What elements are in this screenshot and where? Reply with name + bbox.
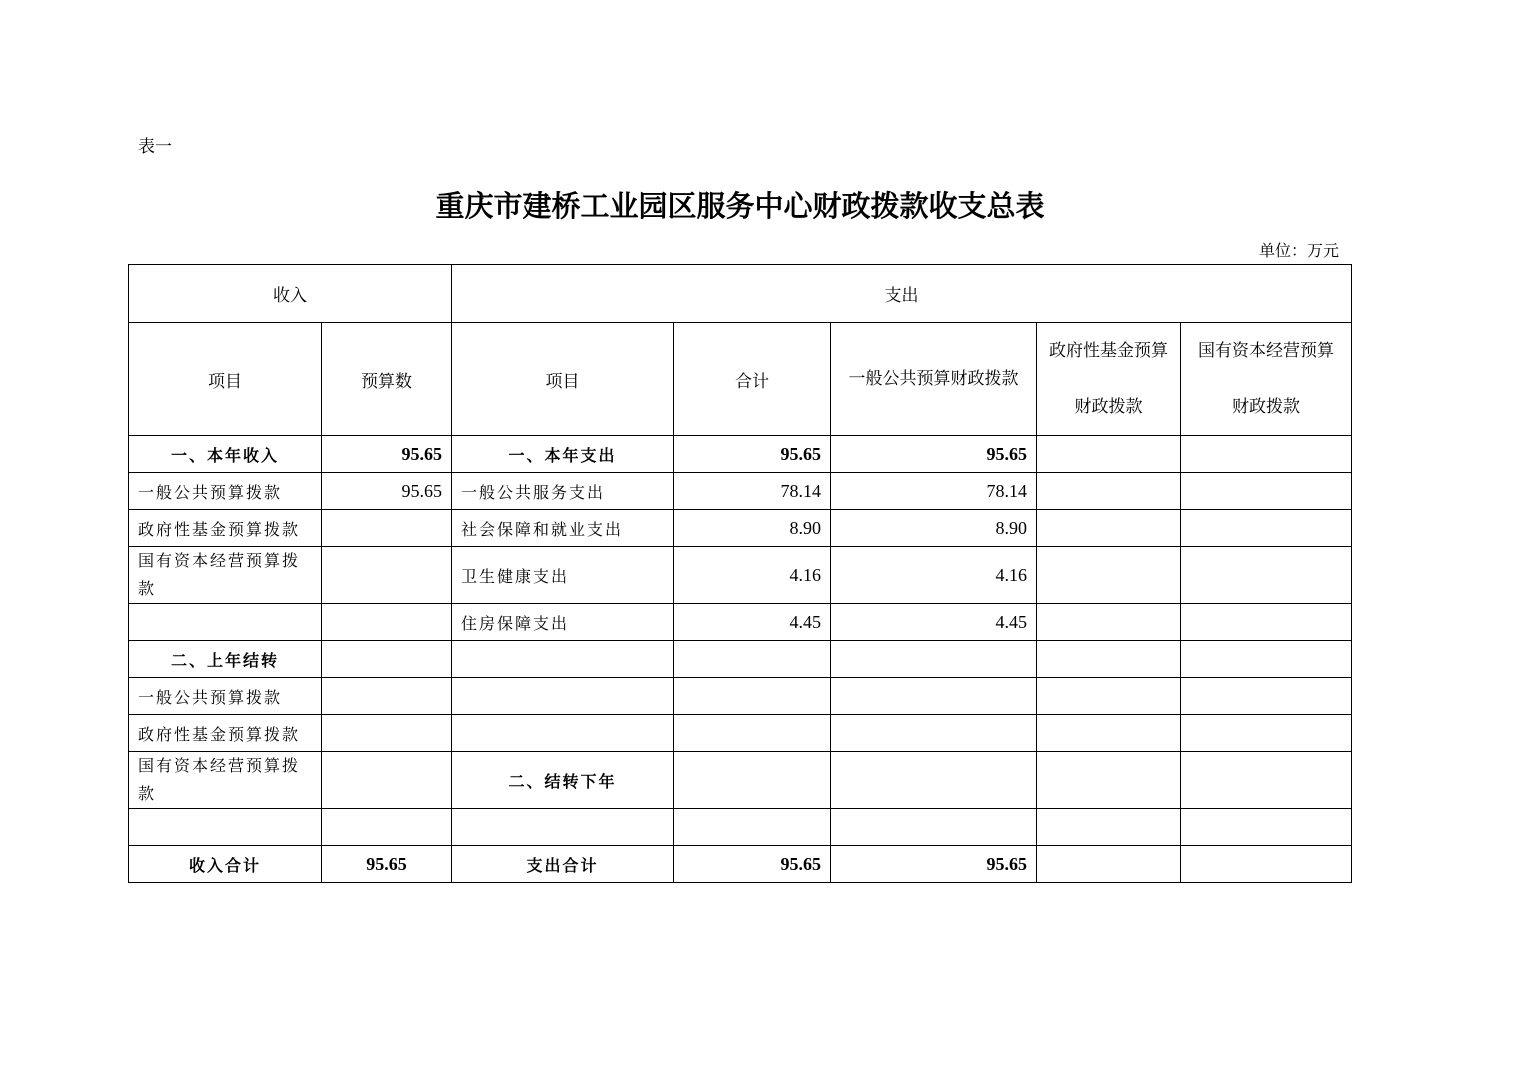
expense-item-cell: 一、本年支出 xyxy=(452,436,674,473)
total-cell: 78.14 xyxy=(674,473,831,510)
expense-item-cell: 住房保障支出 xyxy=(452,604,674,641)
total-cell: 4.45 xyxy=(674,604,831,641)
general-cell xyxy=(831,809,1037,846)
income-value-cell xyxy=(322,547,452,604)
state-capital-cell xyxy=(1181,604,1352,641)
gov-fund-cell xyxy=(1037,604,1181,641)
general-cell xyxy=(831,641,1037,678)
income-item-cell: 二、上年结转 xyxy=(129,641,322,678)
total-cell xyxy=(674,809,831,846)
col-gov-fund: 政府性基金预算财政拨款 xyxy=(1037,323,1181,436)
income-item-cell: 国有资本经营预算拨款 xyxy=(129,752,322,809)
gov-fund-cell xyxy=(1037,752,1181,809)
gov-fund-cell xyxy=(1037,473,1181,510)
table-row xyxy=(129,809,1352,846)
general-cell xyxy=(831,678,1037,715)
income-value-cell: 95.65 xyxy=(322,473,452,510)
col-total: 合计 xyxy=(674,323,831,436)
table-row xyxy=(129,678,1352,715)
income-item-cell xyxy=(129,809,322,846)
gov-fund-cell xyxy=(1037,846,1181,883)
income-item-cell: 一、本年收入 xyxy=(129,436,322,473)
gov-fund-cell xyxy=(1037,547,1181,604)
income-item-cell: 国有资本经营预算拨款 xyxy=(129,547,322,604)
state-capital-cell xyxy=(1181,846,1352,883)
gov-fund-cell xyxy=(1037,436,1181,473)
gov-fund-cell xyxy=(1037,510,1181,547)
income-value-cell xyxy=(322,715,452,752)
income-value-cell xyxy=(322,641,452,678)
income-total-label: 收入合计 xyxy=(129,846,322,883)
income-item-cell: 一般公共预算拨款 xyxy=(129,678,322,715)
state-capital-cell xyxy=(1181,547,1352,604)
state-capital-cell xyxy=(1181,678,1352,715)
income-value-cell xyxy=(322,604,452,641)
expense-item-cell: 社会保障和就业支出 xyxy=(452,510,674,547)
expense-item-cell: 一般公共服务支出 xyxy=(452,473,674,510)
total-cell xyxy=(674,715,831,752)
state-capital-cell xyxy=(1181,473,1352,510)
income-value-cell xyxy=(322,678,452,715)
expense-total-label: 支出合计 xyxy=(452,846,674,883)
gov-fund-cell xyxy=(1037,809,1181,846)
income-value-cell xyxy=(322,510,452,547)
general-cell: 8.90 xyxy=(831,510,1037,547)
state-capital-cell xyxy=(1181,715,1352,752)
totals-row xyxy=(129,846,1352,883)
expense-item-cell xyxy=(452,641,674,678)
state-capital-cell xyxy=(1181,436,1352,473)
expense-item-cell xyxy=(452,809,674,846)
unit-label: 单位：万元 xyxy=(1258,241,1339,260)
col-general-public: 一般公共预算财政拨款 xyxy=(831,323,1037,436)
gov-fund-cell xyxy=(1037,641,1181,678)
income-total-value: 95.65 xyxy=(322,846,452,883)
table-row xyxy=(129,641,1352,678)
expense-item-cell xyxy=(452,715,674,752)
total-cell: 4.16 xyxy=(674,547,831,604)
total-cell: 95.65 xyxy=(674,436,831,473)
expense-header: 支出 xyxy=(452,265,1352,323)
income-value-cell: 95.65 xyxy=(322,436,452,473)
total-cell xyxy=(674,678,831,715)
state-capital-cell xyxy=(1181,752,1352,809)
general-cell: 4.16 xyxy=(831,547,1037,604)
income-item-cell: 政府性基金预算拨款 xyxy=(129,510,322,547)
table-row xyxy=(129,510,1352,547)
total-cell: 95.65 xyxy=(674,846,831,883)
income-value-cell xyxy=(322,752,452,809)
income-value-cell xyxy=(322,809,452,846)
state-capital-cell xyxy=(1181,809,1352,846)
page-title: 重庆市建桥工业园区服务中心财政拨款收支总表 xyxy=(435,189,1045,223)
table-label: 表一 xyxy=(138,137,172,157)
table-row xyxy=(129,752,1352,809)
general-cell: 95.65 xyxy=(831,846,1037,883)
state-capital-cell xyxy=(1181,641,1352,678)
table-row xyxy=(129,473,1352,510)
expense-item-cell: 二、结转下年 xyxy=(452,752,674,809)
col-expense-item: 项目 xyxy=(452,323,674,436)
expense-item-cell: 卫生健康支出 xyxy=(452,547,674,604)
table-row xyxy=(129,436,1352,473)
general-cell xyxy=(831,752,1037,809)
general-cell: 78.14 xyxy=(831,473,1037,510)
total-cell xyxy=(674,641,831,678)
income-item-cell: 一般公共预算拨款 xyxy=(129,473,322,510)
income-item-cell xyxy=(129,604,322,641)
income-header: 收入 xyxy=(129,265,452,323)
col-state-capital: 国有资本经营预算财政拨款 xyxy=(1181,323,1352,436)
col-income-budget: 预算数 xyxy=(322,323,452,436)
income-item-cell: 政府性基金预算拨款 xyxy=(129,715,322,752)
gov-fund-cell xyxy=(1037,715,1181,752)
budget-table xyxy=(128,264,1352,883)
col-income-item: 项目 xyxy=(129,323,322,436)
expense-item-cell xyxy=(452,678,674,715)
table-row xyxy=(129,715,1352,752)
total-cell xyxy=(674,752,831,809)
gov-fund-cell xyxy=(1037,678,1181,715)
general-cell xyxy=(831,715,1037,752)
general-cell: 4.45 xyxy=(831,604,1037,641)
general-cell: 95.65 xyxy=(831,436,1037,473)
table-row xyxy=(129,604,1352,641)
total-cell: 8.90 xyxy=(674,510,831,547)
table-row xyxy=(129,547,1352,604)
state-capital-cell xyxy=(1181,510,1352,547)
